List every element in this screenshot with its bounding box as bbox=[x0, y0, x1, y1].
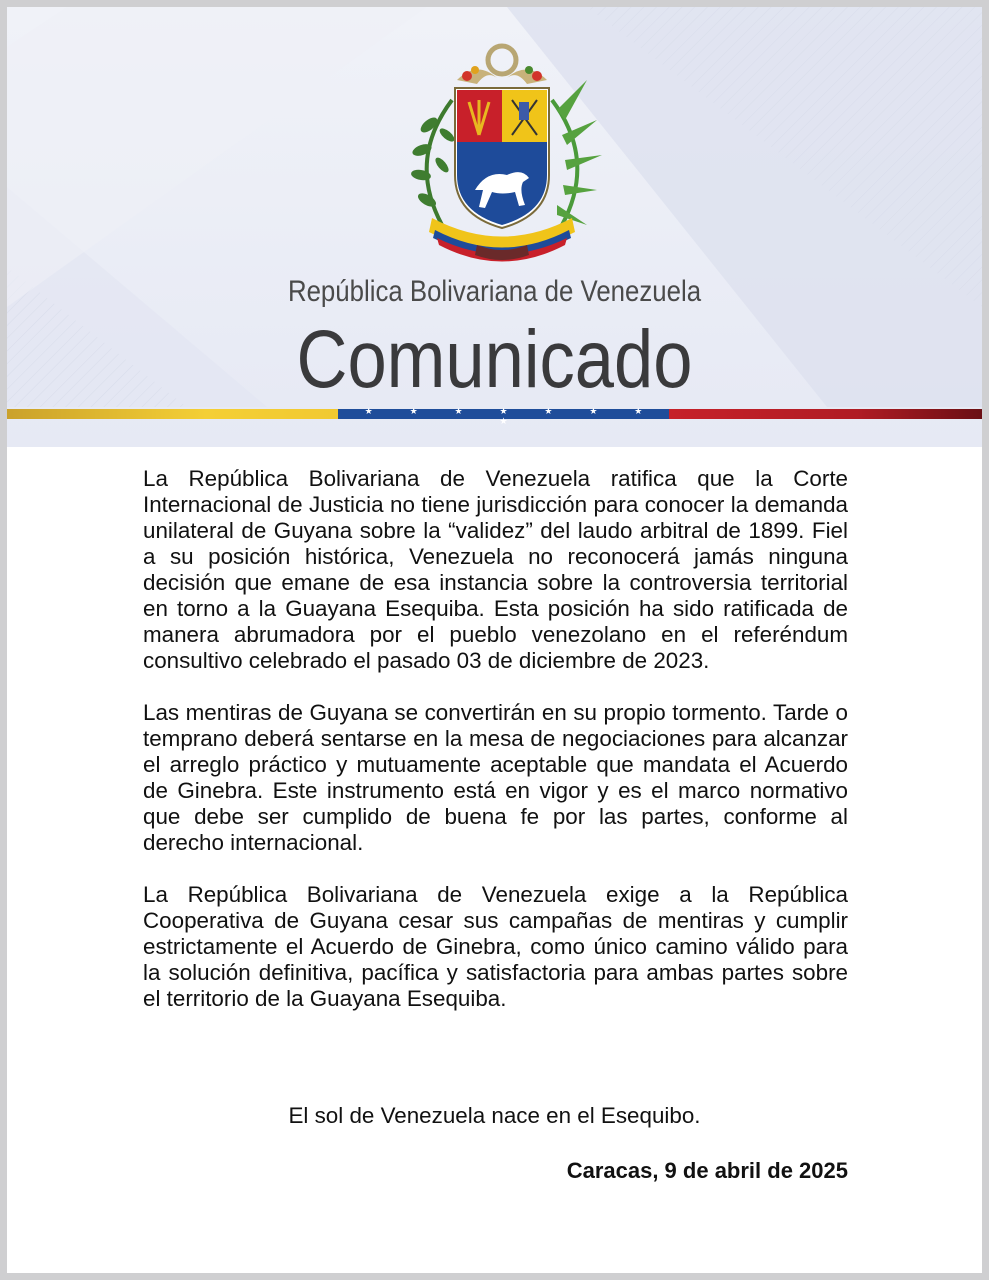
dateline: Caracas, 9 de abril de 2025 bbox=[566, 1158, 848, 1183]
letterhead bbox=[7, 7, 982, 447]
communique-body bbox=[143, 466, 848, 1038]
stars-icon: ★ ★ ★ ★ ★ ★ ★ ★ bbox=[364, 407, 660, 427]
paragraph: Las mentiras de Guyana se convertirán en su propio tormento. Tarde o temprano deberá sentarse en la mesa de negociaciones para alcanzar el arreglo práctico y mutuamente aceptable que mandata el Acuerdo de Ginebra. Este instrumento está en vigor y es el marco normativo que debe ser cumplido de buena fe por las partes, conforme al derecho internacional. bbox=[143, 700, 848, 855]
paragraph: La República Bolivariana de Venezuela exige a la República Cooperativa de Guyana cesar sus campañas de mentiras y cumplir estrictamente el Acuerdo de Ginebra, como único camino válido para la solución definitiva, pacífica y satisfactoria para ambas partes sobre el territorio de la Guayana Esequiba. bbox=[143, 882, 848, 1011]
coat-of-arms-icon bbox=[397, 40, 607, 272]
republic-subtitle: República Bolivariana de Venezuela bbox=[287, 275, 702, 308]
document-page bbox=[7, 7, 982, 1273]
flag-band-red bbox=[669, 409, 982, 419]
page-title: Comunicado bbox=[296, 314, 693, 405]
flag-band-yellow bbox=[7, 409, 338, 419]
motto-line: El sol de Venezuela nace en el Esequibo. bbox=[288, 1103, 701, 1128]
paragraph: La República Bolivariana de Venezuela ratifica que la Corte Internacional de Justicia no tiene jurisdicción para conocer la demanda unilateral de Guyana sobre la “validez” del laudo arbitral de 1899. Fiel a su posición histórica, Venezuela no reconocerá jamás ninguna decisión que emane de esa instancia sobre la controversia territorial en torno a la Guayana Esequiba. Esta posición ha sido ratificada de manera abrumadora por el pueblo venezolano en el referéndum consultivo celebrado el pasado 03 de diciembre de 2023. bbox=[143, 466, 848, 673]
